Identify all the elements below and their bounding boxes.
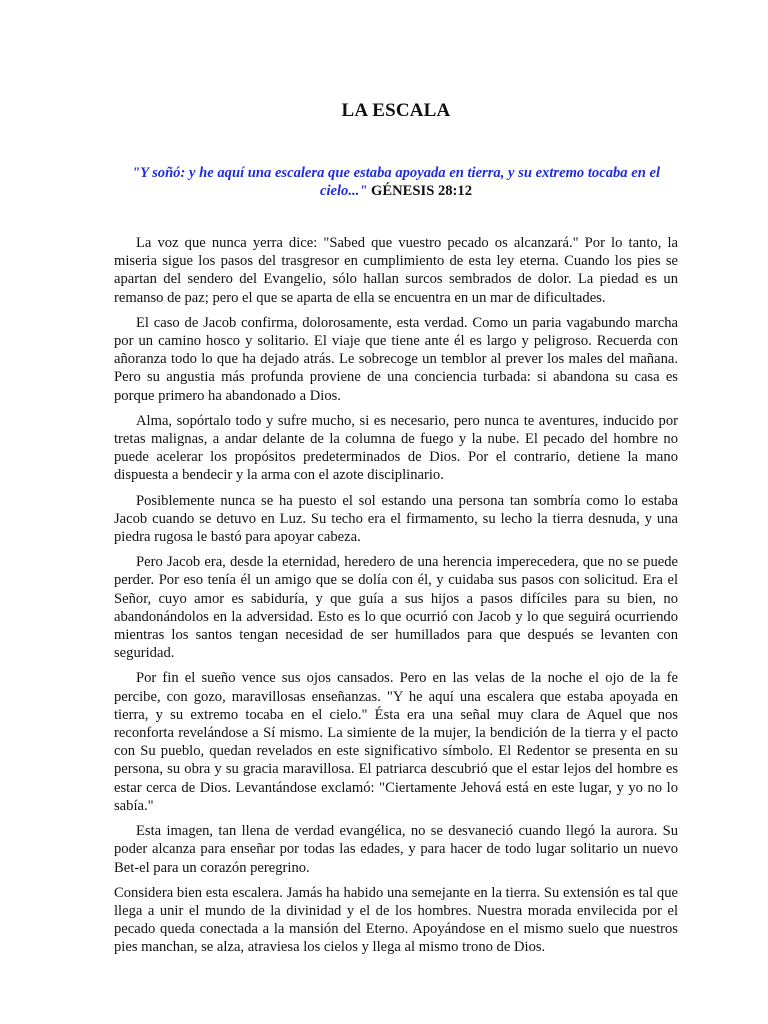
epigraph-reference: GÉNESIS 28:12 bbox=[371, 183, 473, 199]
paragraph-5: Pero Jacob era, desde la eternidad, heredero de una herencia imperecedera, que no se puede perder. Por eso tenía él un amigo que se dolía con él, y cuidaba sus pasos con solicitud. Era el Señor, cuyo amor es sabiduría, y que guía a sus hijos a pasos difíciles para su bien, no abandonándolos en la adversidad. Esto es lo que ocurrió con Jacob y lo que seguirá ocurriendo mientras los santos tengan necesidad de ser humillados para que después se levanten con seguridad. bbox=[114, 554, 678, 662]
paragraph-8: Considera bien esta escalera. Jamás ha habido una semejante en la tierra. Su extensión es tal que llega a unir el mundo de la divinidad y el de los hombres. Nuestra morada envilecida por el pecado queda conectada a la mansión del Eterno. Apoyándose en el mismo suelo que nuestros pies manchan, se alza, atraviesa los cielos y llega al mismo trono de Dios. bbox=[114, 884, 678, 956]
paragraph-7: Esta imagen, tan llena de verdad evangélica, no se desvaneció cuando llegó la aurora. Su poder alcanza para enseñar por todas las edades, y para hacer de todo lugar solitario un nuevo Bet-el para un corazón peregrino. bbox=[114, 823, 678, 876]
paragraph-1: La voz que nunca yerra dice: "Sabed que vuestro pecado os alcanzará." Por lo tanto, la miseria sigue los pasos del trasgresor en cumplimiento de esta ley eterna. Cuando los pies se apartan del sendero del Evangelio, sólo hallan surcos sembrados de dolor. La piedad es un remanso de paz; pero el que se aparta de ella se encuentra en un mar de dificultades. bbox=[114, 235, 678, 306]
paragraph-6: Por fin el sueño vence sus ojos cansados. Pero en las velas de la noche el ojo de la fe percibe, con gozo, maravillosas enseñanzas. "Y he aquí una escalera que estaba apoyada en tierra, y su extremo tocaba en el cielo." Ésta era una señal muy clara de Aquel que nos reconforta revelándose a Sí mismo. La simiente de la mujer, la bendición de la tierra y el pacto con Su pueblo, quedan revelados en este significativo símbolo. El Redentor se presenta en su persona, su obra y su gracia maravillosa. El patriarca descubrió que el estar lejos del hombre es estar cerca de Dios. Levantándose exclamó: "Ciertamente Jehová está en este lugar, y yo no lo sabía." bbox=[114, 670, 678, 814]
paragraph-2: El caso de Jacob confirma, dolorosamente, esta verdad. Como un paria vagabundo marcha por un camino hosco y solitario. El viaje que tiene ante él es largo y peligroso. Recuerda con añoranza todo lo que ha dejado atrás. Le sobrecoge un temblor al prever los males del mañana. Pero su angustia más profunda proviene de una conciencia turbada: si abandona su casa es porque primero ha abandonado a Dios. bbox=[114, 314, 678, 404]
page-title: LA ESCALA bbox=[341, 100, 451, 121]
epigraph bbox=[114, 164, 678, 200]
epigraph-quote: "Y soñó: y he aquí una escalera que estaba apoyada en tierra, y su extremo tocaba en el cielo..." bbox=[131, 165, 661, 199]
paragraph-3: Alma, sopórtalo todo y sufre mucho, si es necesario, pero nunca te aventures, inducido por tretas malignas, a andar delante de la columna de fuego y la nube. El pecado del hombre no puede acelerar los propósitos predeterminados de Dios. Por el contrario, detiene la mano dispuesta a bendecir y la arma con el azote disciplinario. bbox=[114, 412, 678, 484]
paragraph-4: Posiblemente nunca se ha puesto el sol estando una persona tan sombría como lo estaba Jacob cuando se detuvo en Luz. Su techo era el firmamento, su lecho la tierra desnuda, y una piedra rugosa le bastó para apoyar cabeza. bbox=[114, 492, 678, 546]
